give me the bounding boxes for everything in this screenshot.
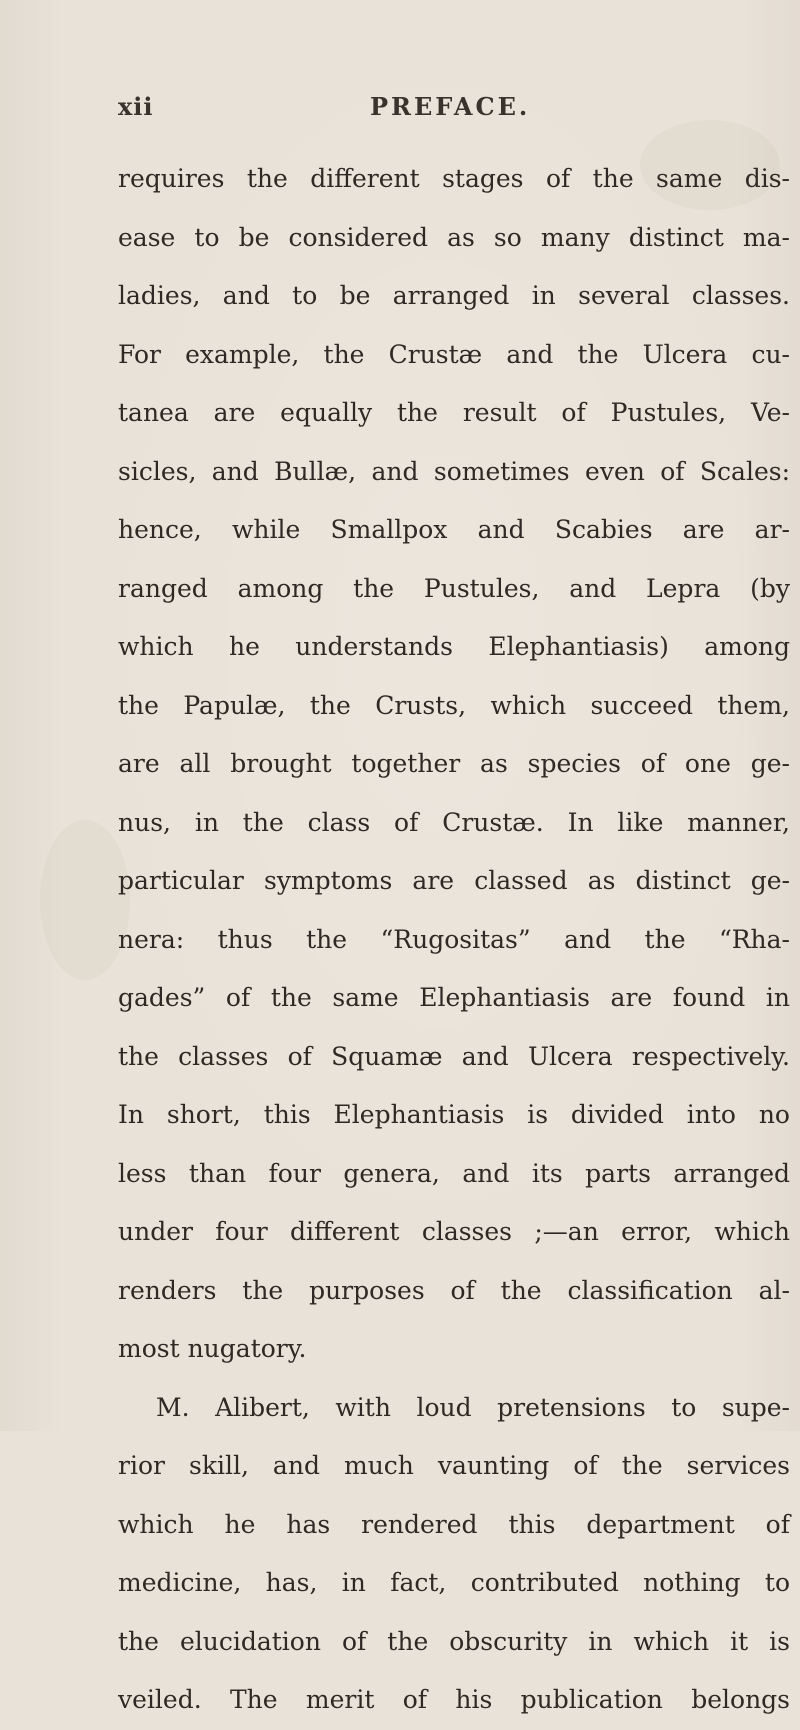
running-head xyxy=(0,92,800,132)
text-line: For example, the Crustæ and the Ulcera cu- xyxy=(118,339,790,369)
text-line: sicles, and Bullæ, and sometimes even of Scales: xyxy=(118,456,790,486)
text-line: ranged among the Pustules, and Lepra (by xyxy=(118,573,790,603)
page-number: xii xyxy=(118,92,154,121)
text-line: ease to be considered as so many distinct ma- xyxy=(118,222,790,252)
text-line: nera: thus the “Rugositas” and the “Rha- xyxy=(118,924,790,954)
text-line: the classes of Squamæ and Ulcera respectively. xyxy=(118,1041,790,1071)
text-line: veiled. The merit of his publication belongs xyxy=(118,1685,790,1714)
text-line: which he understands Elephantiasis) among xyxy=(118,632,790,661)
text-line: are all brought together as species of one ge- xyxy=(118,749,790,778)
text-line: In short, this Elephantiasis is divided into no xyxy=(118,1100,790,1129)
text-line: the Papulæ, the Crusts, which succeed them, xyxy=(118,690,790,720)
paper-stain xyxy=(40,820,130,980)
body-text xyxy=(118,150,798,1730)
text-line: ladies, and to be arranged in several classes. xyxy=(118,281,790,310)
text-line: rior skill, and much vaunting of the services xyxy=(118,1451,790,1480)
text-line: renders the purposes of the classification al- xyxy=(118,1275,790,1305)
text-line: medicine, has, in fact, contributed nothing to xyxy=(118,1568,790,1597)
text-line: hence, while Smallpox and Scabies are ar- xyxy=(118,515,790,544)
text-line: requires the different stages of the same dis- xyxy=(118,164,790,193)
text-line: the elucidation of the obscurity in which it is xyxy=(118,1626,790,1656)
text-line: less than four genera, and its parts arranged xyxy=(118,1158,790,1188)
text-line: particular symptoms are classed as distinct ge- xyxy=(118,866,790,895)
text-line: tanea are equally the result of Pustules, Ve- xyxy=(118,398,790,427)
text-line: M. Alibert, with loud pretensions to supe- xyxy=(156,1392,790,1422)
text-line: most nugatory. xyxy=(118,1334,307,1363)
running-title: PREFACE. xyxy=(370,92,531,121)
text-line: nus, in the class of Crustæ. In like manner, xyxy=(118,807,790,837)
text-line: under four different classes ;—an error, which xyxy=(118,1217,790,1246)
text-line: gades” of the same Elephantiasis are found in xyxy=(118,983,790,1012)
text-line: which he has rendered this department of xyxy=(118,1509,790,1539)
